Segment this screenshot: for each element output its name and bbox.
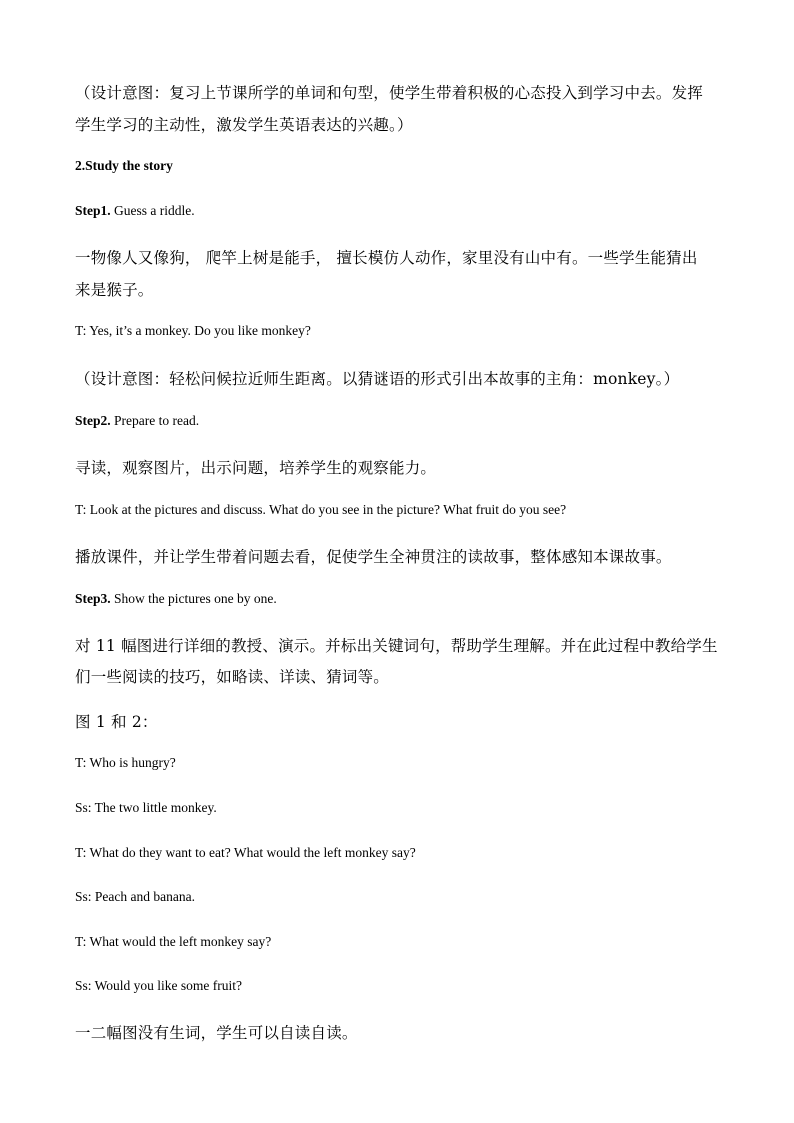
students-peach: Ss: Peach and banana. bbox=[75, 889, 195, 904]
step3-label: Step3. bbox=[75, 591, 111, 606]
riddle-line-2: 来是猴子。 bbox=[75, 281, 154, 299]
step2-label: Step2. bbox=[75, 413, 111, 428]
figure-1-2-heading: 图 1 和 2： bbox=[75, 713, 158, 731]
section-heading: 2.Study the story bbox=[75, 158, 173, 173]
detail-line-2: 们一些阅读的技巧，如略读、详读、猜词等。 bbox=[75, 668, 390, 686]
step3-text: Show the pictures one by one. bbox=[110, 591, 277, 606]
teacher-look-line: T: Look at the pictures and discuss. What do you see in the picture? What fruit do you see? bbox=[75, 502, 567, 517]
step1-label: Step1. bbox=[75, 203, 111, 218]
step1-text: Guess a riddle. bbox=[110, 203, 195, 218]
riddle-line-1: 一物像人又像狗， 爬竿上树是能手， 擅长模仿人动作，家里没有山中有。一些学生能猜出 bbox=[75, 249, 698, 267]
teacher-left-monkey: T: What would the left monkey say? bbox=[75, 934, 272, 949]
step2-line bbox=[75, 413, 199, 429]
teacher-what-eat: T: What do they want to eat? What would the left monkey say? bbox=[75, 845, 416, 860]
intent-1-line-1: （设计意图：复习上节课所学的单词和句型，使学生带着积极的心态投入到学习中去。发挥 bbox=[75, 84, 704, 102]
step2-text: Prepare to read. bbox=[110, 413, 200, 428]
step1-line bbox=[75, 203, 195, 219]
intent-1-line-2: 学生学习的主动性，激发学生英语表达的兴趣。） bbox=[75, 116, 413, 134]
no-new-words: 一二幅图没有生词，学生可以自读自读。 bbox=[75, 1024, 358, 1042]
teacher-monkey-line: T: Yes, it’s a monkey. Do you like monkey? bbox=[75, 323, 311, 338]
guide-read: 寻读，观察图片，出示问题，培养学生的观察能力。 bbox=[75, 459, 437, 477]
intent-2: （设计意图：轻松问候拉近师生距离。以猜谜语的形式引出本故事的主角：monkey。） bbox=[75, 370, 680, 388]
detail-line-1: 对 11 幅图进行详细的教授、演示。并标出关键词句，帮助学生理解。并在此过程中教给学生 bbox=[75, 637, 718, 655]
students-would-like: Ss: Would you like some fruit? bbox=[75, 978, 243, 993]
students-two-monkey: Ss: The two little monkey. bbox=[75, 800, 217, 815]
step3-line bbox=[75, 591, 277, 607]
play-courseware: 播放课件，并让学生带着问题去看，促使学生全神贯注的读故事，整体感知本课故事。 bbox=[75, 548, 672, 566]
teacher-hungry: T: Who is hungry? bbox=[75, 755, 176, 770]
